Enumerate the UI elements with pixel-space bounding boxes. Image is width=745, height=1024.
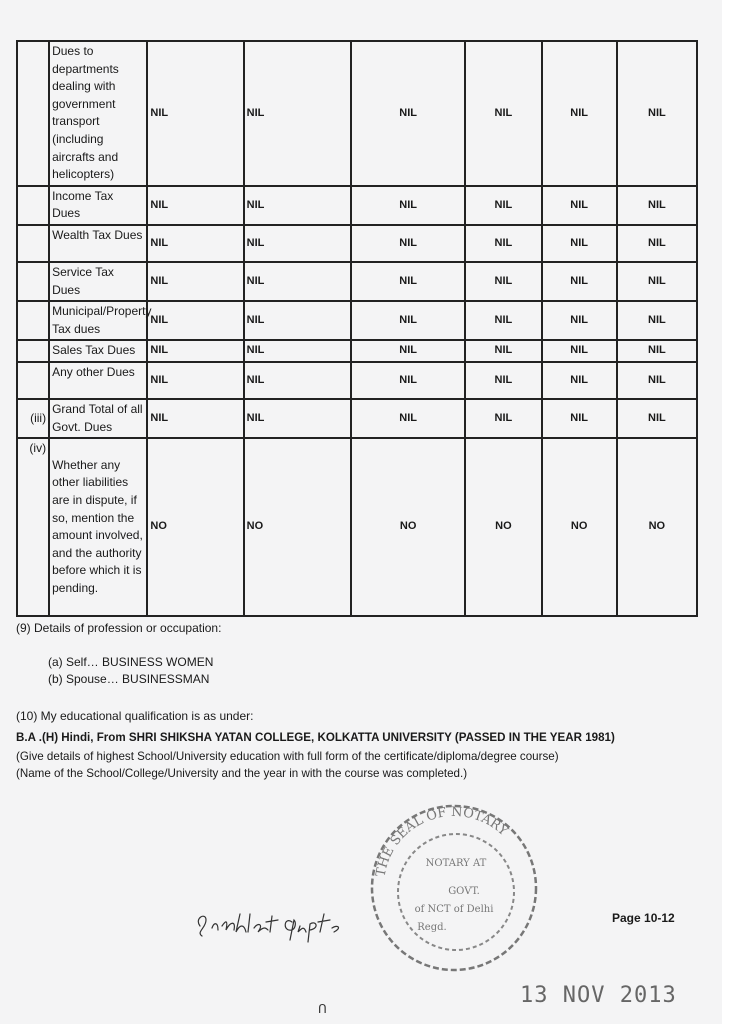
stamp-line-4: Regd. (417, 922, 447, 933)
value-cell: NIL (542, 362, 617, 399)
row-description: Grand Total of all Govt. Dues (49, 399, 147, 438)
occupation-self: (a) Self… BUSINESS WOMEN (48, 655, 214, 669)
row-number (17, 362, 49, 399)
row-number: (iv) (17, 438, 49, 616)
value-cell: NIL (244, 262, 351, 301)
value-cell: NIL (244, 301, 351, 340)
value-cell: NO (465, 438, 541, 616)
value-cell: NIL (465, 301, 541, 340)
handwritten-mark: ᑎ (318, 1002, 327, 1016)
value-cell: NIL (351, 186, 465, 225)
value-cell: NO (542, 438, 617, 616)
value-cell: NIL (465, 362, 541, 399)
value-cell: NIL (244, 340, 351, 362)
value-cell: NIL (617, 301, 697, 340)
row-number (17, 41, 49, 186)
page-edge (722, 0, 745, 1024)
section10-heading: (10) My educational qualification is as under: (16, 709, 254, 723)
stamp-line-1: NOTARY AT (425, 858, 487, 869)
value-cell: NIL (465, 41, 541, 186)
value-cell: NO (244, 438, 351, 616)
row-description: Income Tax Dues (49, 186, 147, 225)
page-label: Page 10-12 (612, 911, 675, 925)
row-description: Sales Tax Dues (49, 340, 147, 362)
section9-heading: (9) Details of profession or occupation: (16, 621, 222, 635)
qualification-note-2: (Name of the School/College/University and the year in with the course was completed.) (16, 767, 468, 780)
row-number (17, 262, 49, 301)
value-cell: NIL (147, 262, 243, 301)
value-cell: NIL (147, 186, 243, 225)
table-row (17, 340, 697, 362)
value-cell: NIL (147, 41, 243, 186)
row-description: Dues to departments dealing with government transport (including aircrafts and helicopters) (49, 41, 147, 186)
table-row (17, 41, 697, 186)
value-cell: NIL (617, 340, 697, 362)
row-number: (iii) (17, 399, 49, 438)
row-number (17, 301, 49, 340)
table-row (17, 225, 697, 262)
table-row (17, 399, 697, 438)
stamp-ring-text: THE SEAL OF NOTARY (373, 804, 511, 878)
value-cell: NIL (617, 225, 697, 262)
table-row (17, 438, 697, 616)
value-cell: NIL (465, 186, 541, 225)
row-description: Municipal/Property Tax dues (49, 301, 147, 340)
row-number (17, 340, 49, 362)
value-cell: NIL (465, 262, 541, 301)
value-cell: NIL (617, 41, 697, 186)
value-cell: NIL (244, 41, 351, 186)
row-description: Any other Dues (49, 362, 147, 399)
row-number (17, 225, 49, 262)
value-cell: NO (617, 438, 697, 616)
table-row (17, 186, 697, 225)
value-cell: NIL (465, 340, 541, 362)
value-cell: NIL (617, 399, 697, 438)
value-cell: NIL (617, 262, 697, 301)
row-description: Wealth Tax Dues (49, 225, 147, 262)
value-cell: NIL (542, 301, 617, 340)
row-description: Whether any other liabilities are in dispute, if so, mention the amount involved, and the authority before which it is pending. (49, 438, 147, 616)
value-cell: NIL (147, 225, 243, 262)
qualification: B.A .(H) Hindi, From SHRI SHIKSHA YATAN COLLEGE, KOLKATTA UNIVERSITY (PASSED IN THE YEAR 1981) (16, 731, 615, 744)
dues-table (16, 40, 698, 617)
value-cell: NIL (542, 186, 617, 225)
value-cell: NIL (351, 340, 465, 362)
value-cell: NIL (351, 301, 465, 340)
table-row (17, 262, 697, 301)
occupation-spouse: (b) Spouse… BUSINESSMAN (48, 672, 210, 686)
value-cell: NIL (147, 340, 243, 362)
value-cell: NIL (351, 262, 465, 301)
stamp-line-2: GOVT. (448, 886, 480, 897)
value-cell: NIL (617, 362, 697, 399)
date-stamp: 13 NOV 2013 (520, 983, 677, 1008)
value-cell: NIL (465, 225, 541, 262)
value-cell: NIL (244, 362, 351, 399)
value-cell: NIL (542, 225, 617, 262)
value-cell: NIL (351, 399, 465, 438)
value-cell: NO (147, 438, 243, 616)
value-cell: NIL (147, 301, 243, 340)
table-row (17, 362, 697, 399)
row-number (17, 186, 49, 225)
qualification-note-1: (Give details of highest School/University education with full form of the certificate/diploma/degree course) (16, 750, 559, 763)
value-cell: NIL (147, 399, 243, 438)
stamp-line-3: of NCT of Delhi (414, 904, 494, 915)
value-cell: NIL (244, 225, 351, 262)
table-row (17, 301, 697, 340)
value-cell: NIL (542, 399, 617, 438)
value-cell: NO (351, 438, 465, 616)
value-cell: NIL (351, 225, 465, 262)
value-cell: NIL (617, 186, 697, 225)
notary-seal-stamp (364, 796, 544, 976)
value-cell: NIL (244, 186, 351, 225)
row-description: Service Tax Dues (49, 262, 147, 301)
value-cell: NIL (351, 362, 465, 399)
value-cell: NIL (244, 399, 351, 438)
signature (192, 898, 382, 948)
value-cell: NIL (542, 41, 617, 186)
value-cell: NIL (542, 340, 617, 362)
value-cell: NIL (542, 262, 617, 301)
value-cell: NIL (465, 399, 541, 438)
value-cell: NIL (351, 41, 465, 186)
value-cell: NIL (147, 362, 243, 399)
